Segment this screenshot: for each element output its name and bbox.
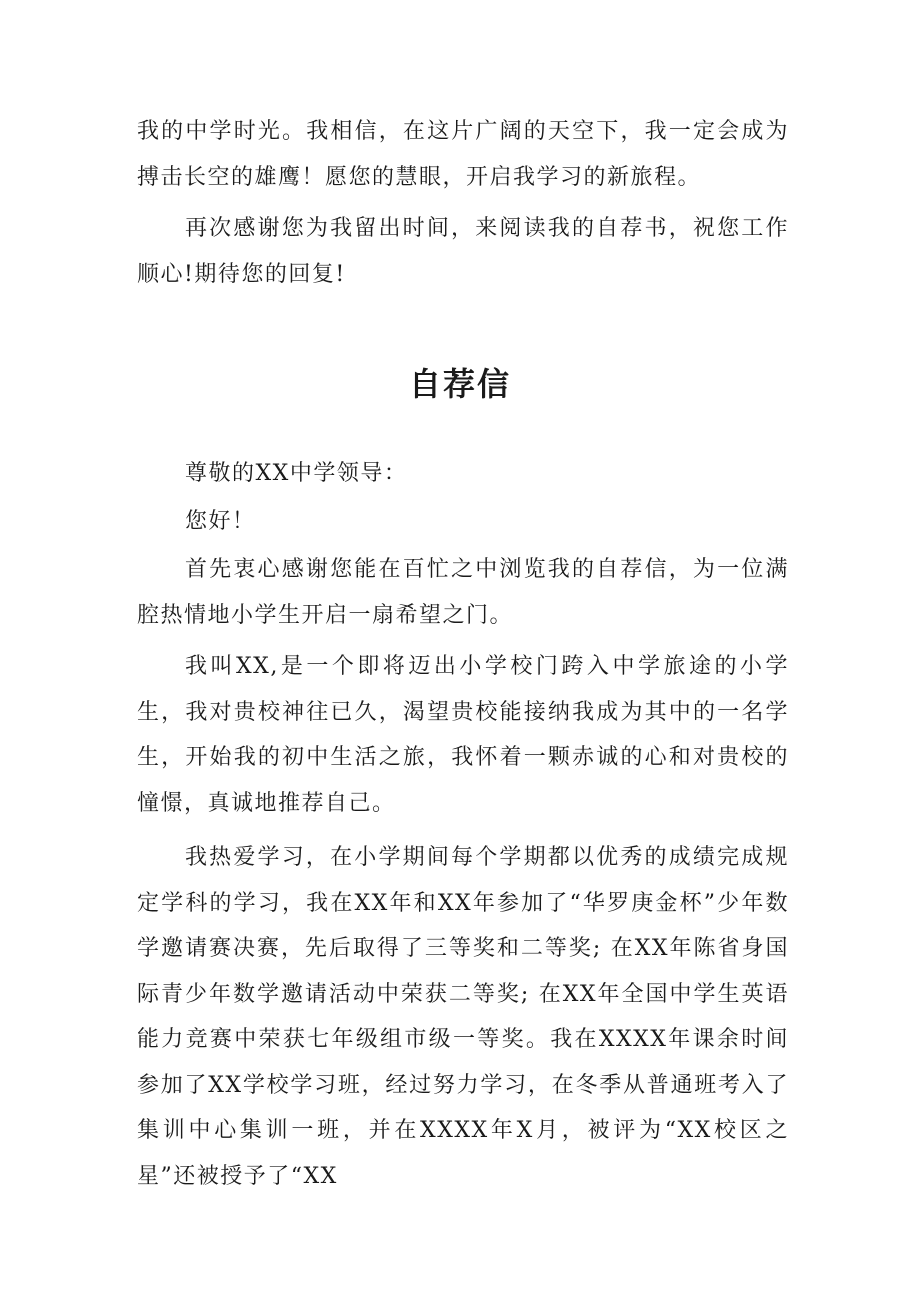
letter-paragraph-thanks: 首先衷心感谢您能在百忙之中浏览我的自荐信，为一位满腔热情地小学生开启一扇希望之门。: [137, 557, 789, 628]
previous-letter-thanks-paragraph: 再次感谢您为我留出时间，来阅读我的自荐书，祝您工作顺心!期待您的回复!: [137, 216, 789, 287]
letter-salutation: 尊敬的XX中学领导：: [185, 461, 408, 486]
previous-letter-closing-paragraph: 我的中学时光。我相信，在这片广阔的天空下，我一定会成为搏击长空的雄鹰！愿您的慧眼，开启我学习的新旅程。: [137, 119, 789, 190]
letter-paragraph-achievements: 我热爱学习，在小学期间每个学期都以优秀的成绩完成规定学科的学习，我在XX年和XX年参加了“华罗庚金杯”少年数学邀请赛决赛，先后取得了三等奖和二等奖; 在XX年陈省身国际青少年数学邀请活动中荣获二等奖; 在XX年全国中学生英语能力竞赛中荣获七年级组市级一等奖。我在XXXX年课余时间参加了XX学校学习班，经过努力学习，在冬季从普通班考入了集训中心集训一班，并在XXXX年X月，被评为“XX校区之星”还被授予了“XX: [137, 845, 789, 1189]
letter-paragraph-introduction: 我叫XX,是一个即将迈出小学校门跨入中学旅途的小学生，我对贵校神往已久，渴望贵校能接纳我成为其中的一名学生，开始我的初中生活之旅，我怀着一颗赤诚的心和对贵校的憧憬，真诚地推荐自己。: [137, 654, 789, 816]
letter-greeting: 您好！: [185, 509, 256, 534]
letter-title: 自荐信: [408, 365, 511, 403]
